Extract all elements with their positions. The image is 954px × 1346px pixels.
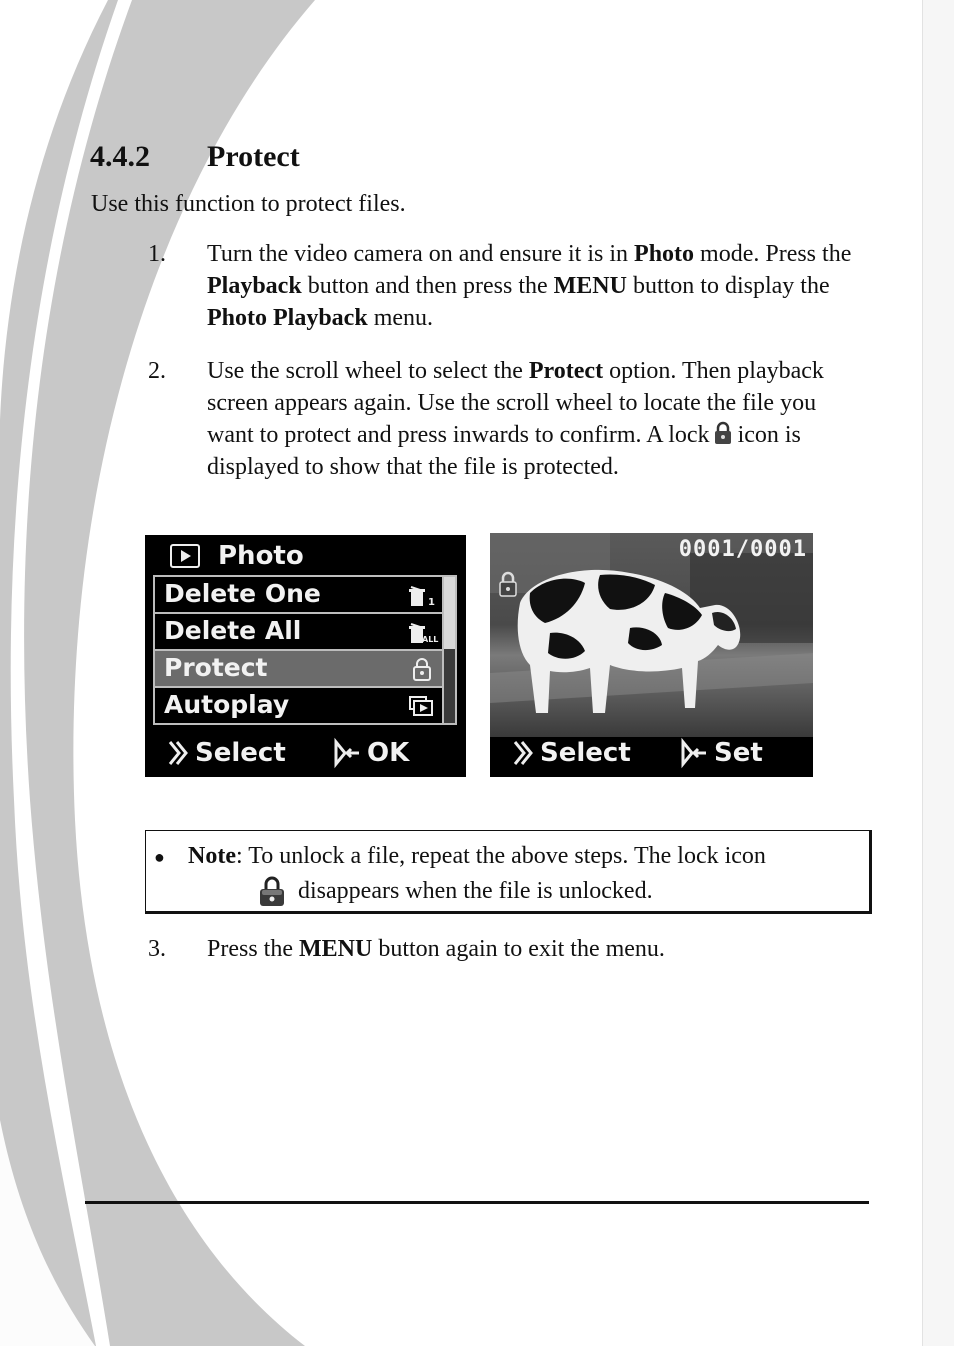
softkey-select: Select	[512, 738, 631, 768]
scroll-wheel-icon	[512, 739, 536, 767]
lock-icon	[258, 875, 286, 907]
menu-title: Photo	[170, 541, 304, 571]
footer-rule	[85, 1201, 869, 1204]
lock-icon	[498, 571, 518, 597]
menu-softkeys	[145, 733, 466, 777]
bullet: ●	[154, 847, 165, 867]
camera-photo-screen	[490, 533, 813, 777]
intro-text: Use this function to protect files.	[91, 191, 406, 217]
camera-menu-screen	[145, 535, 466, 777]
photo-softkeys	[490, 733, 813, 777]
delete-one-icon	[408, 583, 436, 607]
menu-item-delete-all[interactable]: Delete All ALL	[155, 614, 442, 651]
step-text: Press the MENU button again to exit the menu.	[207, 936, 665, 962]
delete-all-icon	[408, 620, 439, 644]
softkey-select: Select	[167, 738, 286, 768]
lock-icon	[714, 421, 732, 445]
step-number: 3.	[148, 936, 166, 962]
section-heading	[90, 140, 300, 174]
menu-item-protect[interactable]: Protect	[155, 651, 442, 688]
svg-text:1: 1	[428, 597, 435, 608]
lock-icon	[408, 657, 436, 681]
note-line-1: Note: To unlock a file, repeat the above steps. The lock icon	[188, 843, 766, 869]
press-icon	[333, 739, 363, 767]
press-icon	[680, 739, 710, 767]
softkey-ok: OK	[333, 738, 409, 768]
section-title: Protect	[207, 140, 300, 173]
note-line-2: disappears when the file is unlocked.	[258, 875, 653, 907]
step-text: Turn the video camera on and ensure it is in Photo mode. Press the Playback button and then press the MENU button to display the Photo Playback menu.	[207, 241, 852, 331]
autoplay-icon	[408, 694, 436, 718]
svg-text:ALL: ALL	[422, 635, 439, 644]
menu-item-autoplay[interactable]: Autoplay	[155, 688, 442, 725]
cow-photo	[490, 533, 813, 737]
file-counter: 0001/0001	[678, 537, 807, 562]
scrollbar-thumb[interactable]	[444, 577, 455, 649]
step-number: 1.	[148, 241, 166, 267]
playback-icon	[170, 544, 200, 568]
step-number: 2.	[148, 358, 166, 384]
menu-item-delete-one[interactable]: Delete One 1	[155, 577, 442, 614]
menu-list	[153, 575, 457, 725]
note-box	[145, 830, 872, 914]
step-text: Use the scroll wheel to select the Protect option. Then playback screen appears again. Use the scroll wheel to locate the file you want to protect and press inwards to confirm. A lock icon is displayed to show that the file is protected.	[207, 358, 824, 480]
menu-scrollbar[interactable]	[442, 577, 455, 723]
section-number: 4.4.2	[90, 140, 150, 173]
scroll-wheel-icon	[167, 739, 191, 767]
softkey-set: Set	[680, 738, 763, 768]
